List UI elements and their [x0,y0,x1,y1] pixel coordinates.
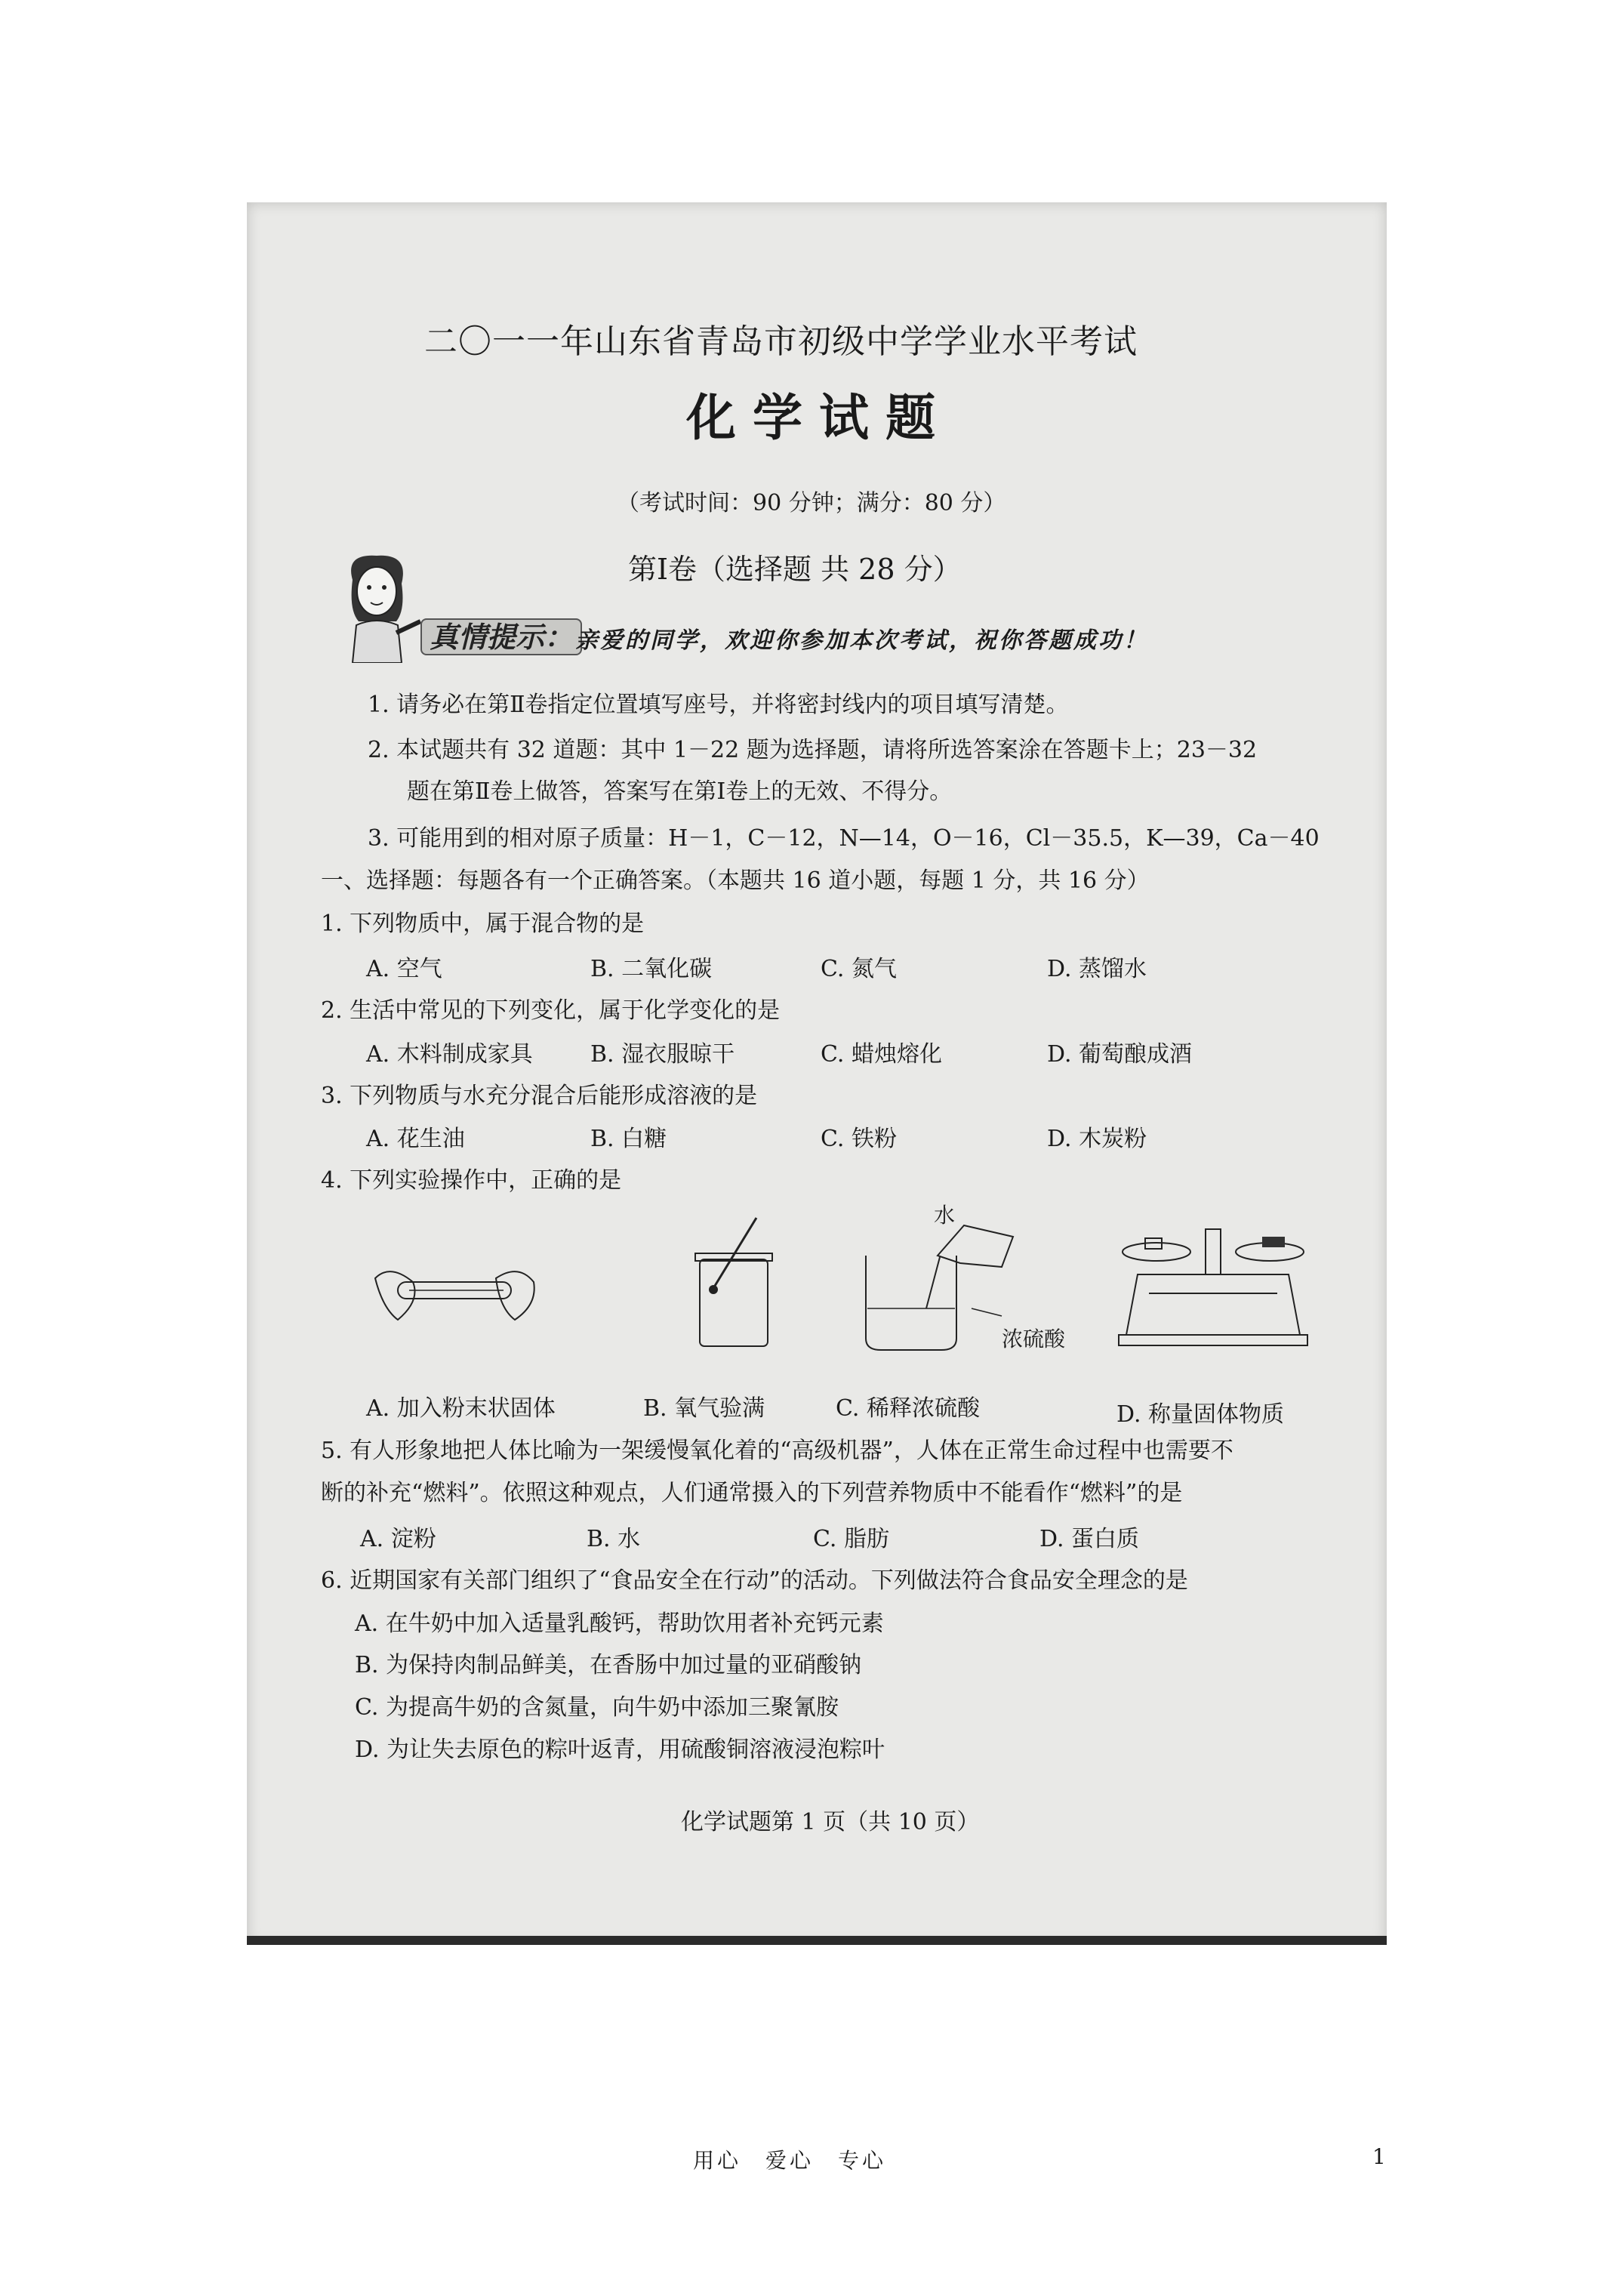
instruction-1: 1. 请务必在第Ⅱ卷指定位置填写座号，并将密封线内的项目填写清楚。 [368,692,1069,718]
figure-d-balance [1115,1222,1311,1350]
exam-title: 二〇一一年山东省青岛市初级中学学业水平考试 [424,322,1138,361]
hint-text: 亲爱的同学，欢迎你参加本次考试，祝你答题成功！ [575,627,1148,654]
question-5-option-d: D. 蛋白质 [1039,1526,1140,1552]
question-2-option-c: C. 蜡烛熔化 [821,1041,942,1068]
question-2-option-d: D. 葡萄酿成酒 [1047,1041,1193,1068]
instruction-3: 3. 可能用到的相对原子质量：H－1，C－12，N—14，O－16，Cl－35.5，K—39，Ca－40 [368,825,1320,852]
figure-c-label-acid: 浓硫酸 [1002,1327,1066,1351]
question-4-option-b: B. 氧气验满 [643,1395,765,1422]
scan-bottom-edge [247,1936,1387,1945]
question-2-option-b: B. 湿衣服晾干 [590,1041,735,1068]
question-6-option-b: B. 为保持肉制品鲜美，在香肠中加过量的亚硝酸钠 [355,1652,862,1678]
question-5-stem-line2: 断的补充“燃料”。依照这种观点，人们通常摄入的下列营养物质中不能看作“燃料”的是 [321,1480,1183,1506]
question-1-option-b: B. 二氧化碳 [590,956,713,982]
question-6-option-c: C. 为提高牛奶的含氮量，向牛奶中添加三聚氰胺 [355,1694,839,1721]
time-info: （考试时间：90 分钟；满分：80 分） [617,490,1006,516]
figure-c-dilute-acid [851,1210,1017,1354]
question-3-option-a: A. 花生油 [366,1126,465,1152]
question-2-option-a: A. 木料制成家具 [366,1041,533,1068]
question-1-option-c: C. 氮气 [821,956,897,982]
instruction-2: 2. 本试题共有 32 道题：其中 1－22 题为选择题，请将所选答案涂在答题卡上；23－32 [368,737,1258,763]
question-3-option-d: D. 木炭粉 [1047,1126,1147,1152]
cartoon-girl-illustration [330,550,424,663]
part-title: 第Ⅰ卷（选择题 共 28 分） [628,553,962,586]
question-3-stem: 3. 下列物质与水充分混合后能形成溶液的是 [321,1083,758,1109]
section-1-title: 一、选择题：每题各有一个正确答案。（本题共 16 道小题，每题 1 分，共 16 分） [321,868,1150,894]
scan-page-footer: 化学试题第 1 页（共 10 页） [681,1809,980,1835]
figure-c-label-water: 水 [934,1203,956,1228]
question-4-stem: 4. 下列实验操作中，正确的是 [321,1167,622,1194]
hint-row [420,614,582,655]
page-footer-motto: 用心 爱心 专心 [693,2148,887,2173]
scanned-exam-page [247,202,1387,1945]
question-5-option-b: B. 水 [587,1526,641,1552]
subject-title: 化学试题 [686,388,952,447]
instruction-2-cont: 题在第Ⅱ卷上做答，答案写在第Ⅰ卷上的无效、不得分。 [407,778,953,805]
question-1-option-d: D. 蒸馏水 [1047,956,1147,982]
question-3-option-c: C. 铁粉 [821,1126,897,1152]
question-3-option-b: B. 白糖 [590,1126,667,1152]
page-number: 1 [1372,2144,1386,2169]
question-5-stem-line1: 5. 有人形象地把人体比喻为一架缓慢氧化着的“高级机器”，人体在正常生命过程中也需要不 [321,1438,1233,1464]
question-6-stem: 6. 近期国家有关部门组织了“食品安全在行动”的活动。下列做法符合食品安全理念的是 [321,1567,1188,1594]
question-4-option-c: C. 稀释浓硫酸 [836,1395,980,1422]
figure-a-add-powder [368,1248,541,1339]
question-5-option-c: C. 脂肪 [813,1526,889,1552]
question-1-stem: 1. 下列物质中，属于混合物的是 [321,911,645,937]
question-2-stem: 2. 生活中常见的下列变化，属于化学变化的是 [321,997,781,1024]
question-5-option-a: A. 淀粉 [360,1526,436,1552]
question-1-option-a: A. 空气 [366,956,442,982]
figure-b-oxygen-test [685,1214,783,1350]
question-6-option-d: D. 为让失去原色的粽叶返青，用硫酸铜溶液浸泡粽叶 [355,1737,885,1763]
question-4-option-a: A. 加入粉末状固体 [366,1395,556,1422]
question-4-option-d: D. 称量固体物质 [1116,1401,1285,1428]
hint-badge: 真情提示： [420,618,582,655]
question-6-option-a: A. 在牛奶中加入适量乳酸钙，帮助饮用者补充钙元素 [355,1610,884,1637]
